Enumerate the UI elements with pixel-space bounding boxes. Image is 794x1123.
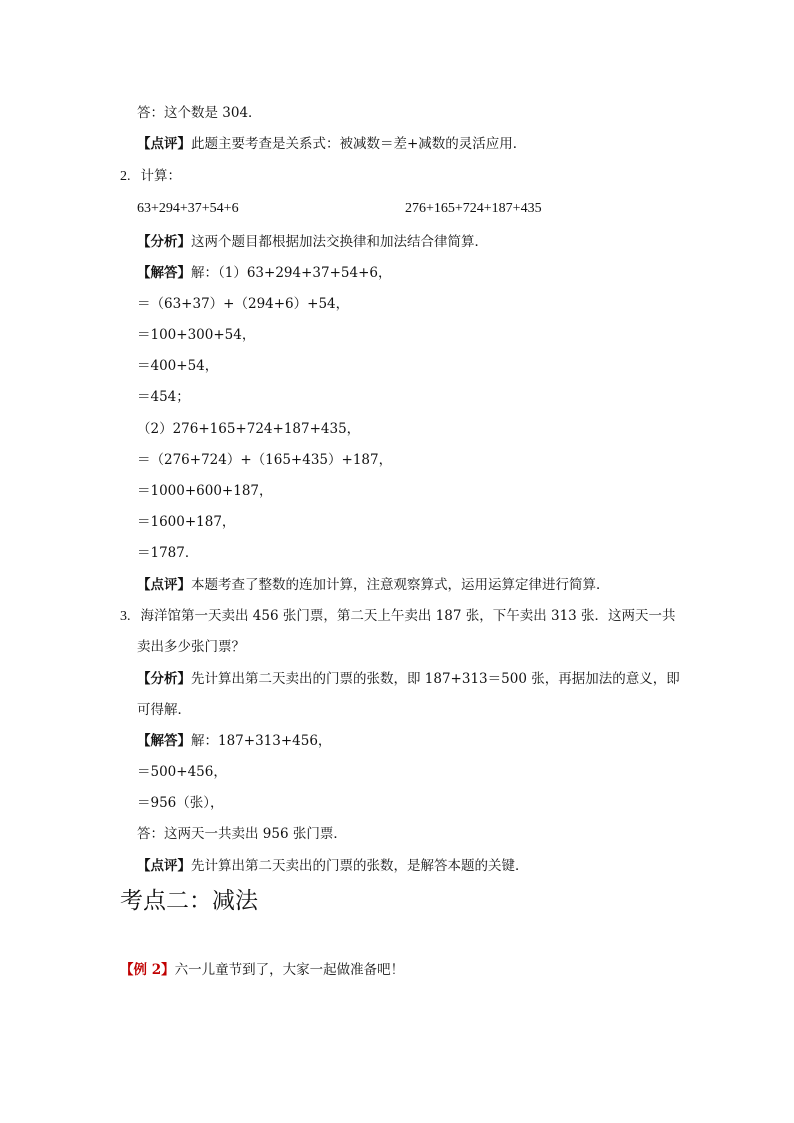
solution-tag: 【解答】 — [137, 265, 191, 281]
expression-1: 63+294+37+54+6 — [137, 201, 239, 216]
analysis-line: 【分析】先计算出第二天卖出的门票的张数，即 187+313＝500 张，再据加法的意义，即 — [137, 671, 680, 687]
example-line: 【例 2】六一儿童节到了，大家一起做准备吧！ — [120, 962, 405, 978]
step-line: ＝400+54， — [137, 358, 219, 374]
solution-tag: 【解答】 — [137, 733, 191, 749]
step-line: ＝500+456， — [137, 764, 227, 780]
step-line: （2）276+165+724+187+435， — [137, 421, 361, 437]
analysis-tag: 【分析】 — [137, 671, 191, 687]
step-line: ＝1600+187， — [137, 514, 236, 530]
solution-line: 【解答】解：（1）63+294+37+54+6， — [137, 265, 392, 281]
comment-tag: 【点评】 — [137, 858, 191, 874]
step-line: ＝100+300+54， — [137, 327, 256, 343]
step-line: ＝1000+600+187， — [137, 483, 273, 499]
answer-line: 答：这两天一共卖出 956 张门票． — [137, 826, 347, 842]
question-3: 3. 海洋馆第一天卖出 456 张门票，第二天上午卖出 187 张，下午卖出 313 张．这两天一共 — [120, 608, 676, 624]
step-line: ＝956（张）， — [137, 795, 224, 811]
analysis-continued: 可得解． — [137, 702, 191, 718]
question-2: 2. 计算： — [120, 168, 181, 184]
section-heading: 考点二：减法 — [120, 888, 258, 914]
comment-tag: 【点评】 — [137, 136, 191, 152]
question-number: 2. — [120, 169, 131, 184]
comment-line: 【点评】先计算出第二天卖出的门票的张数，是解答本题的关键． — [137, 858, 529, 874]
step-line: ＝454； — [137, 389, 190, 405]
comment-tag: 【点评】 — [137, 577, 191, 593]
step-line: ＝（276+724）+（165+435）+187， — [137, 452, 393, 468]
question-3-continued: 卖出多少张门票？ — [137, 639, 245, 655]
question-number: 3. — [120, 609, 131, 624]
comment-line: 【点评】本题考查了整数的连加计算，注意观察算式，运用运算定律进行简算． — [137, 577, 610, 593]
example-tag: 【例 2】 — [120, 962, 175, 978]
step-line: ＝1787． — [137, 545, 199, 561]
solution-line: 【解答】解：187+313+456， — [137, 733, 332, 749]
comment-line: 【点评】此题主要考查是关系式：被减数＝差+减数的灵活应用． — [137, 136, 527, 152]
analysis-line: 【分析】这两个题目都根据加法交换律和加法结合律简算． — [137, 234, 488, 250]
answer-line: 答：这个数是 304． — [137, 105, 262, 121]
expression-2: 276+165+724+187+435 — [405, 201, 542, 216]
step-line: ＝（63+37）+（294+6）+54， — [137, 296, 350, 312]
analysis-tag: 【分析】 — [137, 234, 191, 250]
